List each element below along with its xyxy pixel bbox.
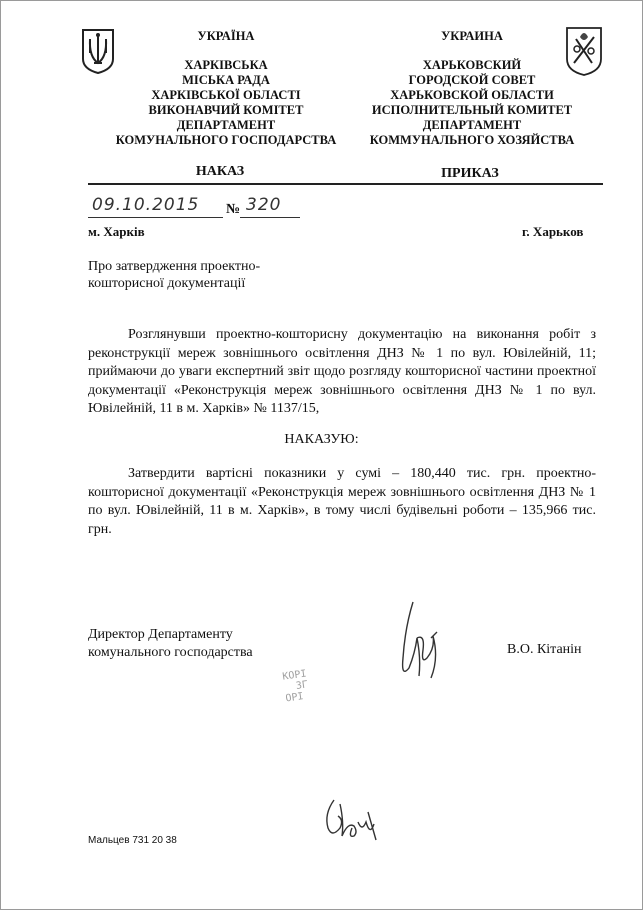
order-title-ru: ПРИКАЗ <box>441 166 499 181</box>
country-ru: УКРАИНА <box>441 29 503 43</box>
org-ru-line-2: ГОРОДСКОЙ СОВЕТ <box>408 73 536 87</box>
decree-word: НАКАЗУЮ: <box>284 432 359 447</box>
signer-position-line-2: комунального господарства <box>88 645 253 660</box>
director-signature <box>395 598 445 684</box>
header-rule <box>88 183 603 185</box>
order-number: 320 <box>246 195 282 215</box>
org-ua-line-4: ВИКОНАВЧИЙ КОМІТЕТ <box>148 103 304 117</box>
header-ru <box>352 29 592 148</box>
signer-position-line-1: Директор Департаменту <box>88 627 233 642</box>
subject-line-1: Про затвердження проектно- <box>88 259 261 274</box>
org-ru-line-1: ХАРЬКОВСКИЙ <box>422 58 522 72</box>
copy-stamp <box>282 668 310 704</box>
org-ru-line-4: ИСПОЛНИТЕЛЬНЫЙ КОМИТЕТ <box>371 103 573 117</box>
resolution-text: Затвердити вартісні показники у сумі – 180,440 тис. грн. проектно-кошторисної документації «Реконструкція мереж зовнішнього освітлення ДНЗ № 1 по вул. Ювілейній, 11 в м. Харків», в тому числі будівельні роботи – 135,966 тис. грн. <box>88 466 596 537</box>
executor-footer: Мальцев 731 20 38 <box>88 835 177 846</box>
org-ua-line-1: ХАРКІВСЬКА <box>184 58 268 72</box>
signer-position <box>88 626 253 662</box>
signer-name: В.О. Кітанін <box>507 642 582 657</box>
org-ua-line-6: КОМУНАЛЬНОГО ГОСПОДАРСТВА <box>115 133 337 147</box>
preamble <box>88 326 596 419</box>
header-ua <box>88 29 364 148</box>
preamble-text: Розглянувши проектно-кошторисну документацію на виконання робіт з реконструкції мереж зовнішнього освітлення ДНЗ № 1 по вул. Ювілейній, 11; приймаючи до уваги експертний звіт щодо розгляду кошторисної частини проектної документації «Реконструкція мереж зовнішнього освітлення ДНЗ № 1 по вул. Ювілейній, 11 в м. Харків» № 1137/15, <box>88 327 596 416</box>
org-ru-line-5: ДЕПАРТАМЕНТ <box>422 118 522 132</box>
org-ru-line-3: ХАРЬКОВСКОЙ ОБЛАСТИ <box>390 88 554 102</box>
city-ua: м. Харків <box>88 224 145 239</box>
org-ua-line-3: ХАРКІВСЬКОЇ ОБЛАСТІ <box>151 88 301 102</box>
subject-line-2: кошторисної документації <box>88 276 246 291</box>
city-ru: г. Харьков <box>522 224 584 239</box>
resolution <box>88 465 596 539</box>
country-ua: УКРАЇНА <box>197 29 255 43</box>
stamp-line-3: ОРІ <box>284 691 305 705</box>
stamp-line-1: КОРІ <box>281 668 308 683</box>
number-label: № <box>226 202 241 217</box>
org-ru-line-6: КОММУНАЛЬНОГО ХОЗЯЙСТВА <box>369 133 575 147</box>
stamp-line-2: ЗГ <box>295 679 309 692</box>
subject <box>88 258 260 292</box>
number-underline <box>240 217 300 218</box>
order-title-ua: НАКАЗ <box>195 164 245 179</box>
visa-signature <box>318 792 388 848</box>
date-underline <box>88 217 223 218</box>
order-date: 09.10.2015 <box>92 195 200 215</box>
org-ua-line-2: МІСЬКА РАДА <box>182 73 270 87</box>
org-ua-line-5: ДЕПАРТАМЕНТ <box>176 118 276 132</box>
